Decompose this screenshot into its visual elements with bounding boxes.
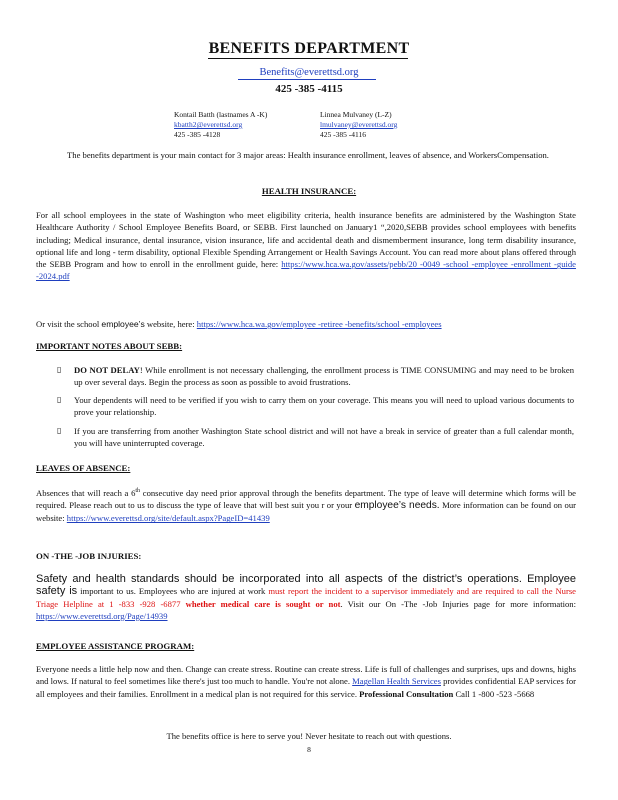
contact-email-link[interactable]: kbatth2@everettsd.org (174, 120, 243, 129)
department-email-link[interactable]: Benefits@everettsd.org (259, 67, 359, 78)
page-title: BENEFITS DEPARTMENT (208, 40, 410, 57)
note-bullet (57, 425, 574, 450)
injuries-text-a: important to us. Employees who are injured at work (80, 586, 266, 597)
injuries-heading: ON -THE -JOB INJURIES: (36, 551, 142, 561)
visit-prefix: Or visit the school (36, 319, 100, 329)
ordinal-suffix: th (135, 488, 141, 494)
health-paragraph (36, 209, 576, 283)
injuries-lead: Safety and health standards should be incorporated into all aspects of the district’s operations. Employee safety is (36, 573, 576, 598)
bullet-icon: ▯ (57, 395, 62, 404)
injuries-page-link[interactable]: https://www.everettsd.org/Page/14939 (36, 610, 168, 621)
intro-paragraph: The benefits department is your main contact for 3 major areas: Health insurance enrollment, leaves of absence, and WorkersCompensation. (67, 150, 549, 160)
leaves-sans: employee’s needs. (354, 500, 440, 512)
important-notes-heading: IMPORTANT NOTES ABOUT SEBB: (36, 341, 183, 351)
eap-text-c: Call 1 -800 -523 -5668 (455, 688, 535, 699)
visit-mid: website, here: (146, 319, 195, 329)
note-bold: DO NOT DELAY (74, 365, 140, 375)
enrollment-guide-link[interactable]: https://www.hca.wa.gov/assets/pebb/20 -0049 -school -employee -enrollment -guide -2024.pdf (36, 259, 576, 282)
eap-text-a: Everyone needs a little help now and then. Change can create stress. Routine can create stress. Life is full of challenges and surprises, ups and downs, highs and lows. If natural to feel sometimes like there's just too much to handle. You're not alone. (36, 664, 576, 687)
eap-bold: Professional Consultation (359, 688, 454, 699)
page-number: 8 (307, 745, 311, 754)
health-insurance-heading: HEALTH INSURANCE: (261, 186, 357, 196)
leaves-text-b: consecutive day need prior approval through the benefits department. The type of leave will determine which forms will be required. Please reach out to us to discuss the type of leave that will best suit you r or your (36, 487, 576, 511)
magellan-link[interactable]: Magellan Health Services (352, 676, 441, 687)
eap-text-b: provides confidential EAP services for all employees and their families. Enrollment in a medical plan is not required for this service. (36, 676, 577, 699)
eap-paragraph (36, 663, 576, 700)
contact-email-link[interactable]: lmulvaney@everettsd.org (320, 120, 398, 129)
note-bullet (57, 394, 574, 419)
leaves-text-a: Absences that will reach a 6 (36, 487, 136, 498)
contact-block-2 (320, 110, 450, 140)
injuries-red-text: must report the incident to a supervisor immediately and are required to call the Nurse Triage Helpline at 1 -833 -928 -6877 (36, 586, 576, 609)
injuries-red-bold: whether medical care is sought or not (185, 598, 341, 609)
bullet-icon: ▯ (57, 365, 62, 374)
contact-phone: 425 -385 -4128 (174, 130, 221, 139)
visit-sans-word: employee’s (101, 319, 145, 329)
contact-phone: 425 -385 -4116 (320, 130, 366, 139)
note-text: If you are transferring from another Washington State school district and will not have a break in service of greater than a full calendar month, you will have uninterrupted coverage. (74, 426, 574, 449)
visit-paragraph (36, 318, 576, 330)
health-text: For all school employees in the state of Washington who meet eligibility criteria, health insurance benefits are administered by the Washington State Healthcare Authority / School Employee Benefits Board, or SEBB. First launched on January1 “,2020,SEBB provides school employees with benefits including; Medical insurance, dental insurance, vision insurance, life and accidental death and dismemberment insurance, long term disability insurance, optional life and long - term disability, optional Flexible Spending Arrangement or Health Savings Account. You can read more about plans offered through the SEBB Program and how to enroll in the enrollment guide, here: (36, 210, 576, 270)
leaves-text-c: More information can be found on our website: (36, 500, 576, 524)
sebb-website-link[interactable]: https://www.hca.wa.gov/employee -retiree -benefits/school -employees (196, 319, 442, 329)
contact-block-1 (174, 110, 304, 140)
closing-text: The benefits office is here to serve you! Never hesitate to reach out with questions. (166, 731, 452, 741)
note-text: ! While enrollment is not necessary challenging, the enrollment process is TIME CONSUMING and may need to be broken up over several days. Begin the process as soon as possible to avoid frustrations. (74, 365, 574, 388)
note-bullet (57, 364, 574, 389)
contact-name: Linnea Mulvaney (L-Z) (320, 110, 392, 119)
leaves-website-link[interactable]: https://www.everettsd.org/site/default.aspx?PageID=41439 (66, 513, 270, 524)
note-text: Your dependents will need to be verified if you wish to carry them on your coverage. This means you will need to upload various documents to prove your relationship. (74, 395, 574, 418)
injuries-text-b: . Visit our On -The -Job Injuries page for more information: (340, 598, 576, 609)
leaves-heading: LEAVES OF ABSENCE: (36, 463, 131, 473)
title-underline (208, 58, 408, 59)
email-underline (238, 79, 376, 80)
injuries-paragraph (36, 573, 576, 622)
bullet-icon: ▯ (57, 426, 62, 435)
department-phone: 425 -385 -4115 (275, 83, 343, 95)
eap-heading: EMPLOYEE ASSISTANCE PROGRAM: (36, 641, 195, 651)
contact-name: Kontail Batth (lastnames A -K) (174, 110, 268, 119)
leaves-paragraph (36, 485, 576, 525)
